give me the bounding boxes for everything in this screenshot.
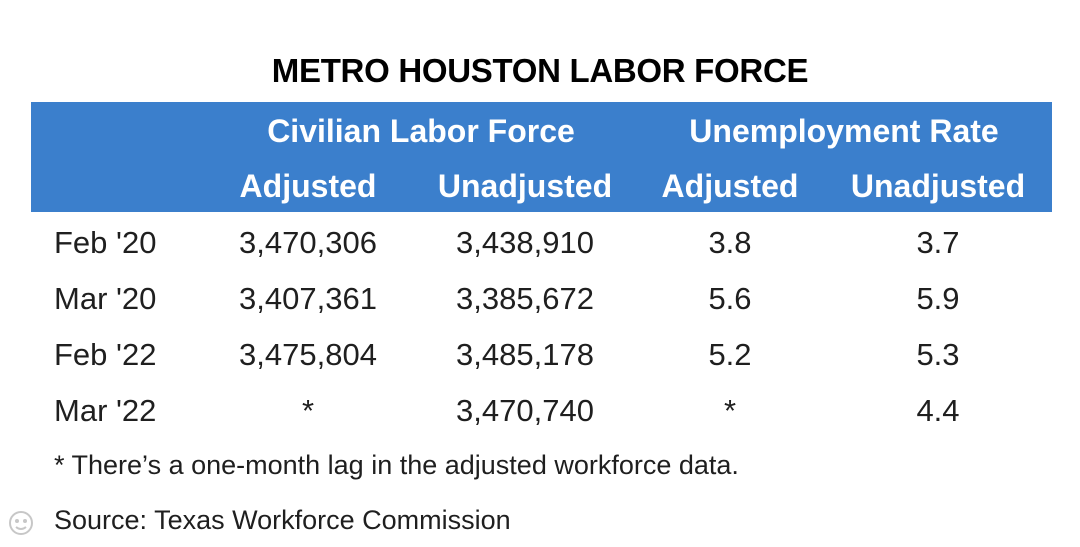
cell-ur-unadjusted: 3.7 <box>916 225 960 260</box>
header-clf-unadjusted: Unadjusted <box>437 168 613 204</box>
table-row <box>0 337 1080 393</box>
cell-clf-adjusted: 3,407,361 <box>239 281 377 316</box>
cell-clf-unadjusted: 3,438,910 <box>456 225 594 260</box>
header-ur-unadjusted: Unadjusted <box>850 168 1026 204</box>
cell-ur-unadjusted: 4.4 <box>916 393 960 428</box>
cell-ur-unadjusted: 5.3 <box>916 337 960 372</box>
cell-clf-adjusted: 3,470,306 <box>239 225 377 260</box>
watermark-icon <box>8 510 34 536</box>
watermark-logo <box>8 508 86 538</box>
table-title: METRO HOUSTON LABOR FORCE <box>271 52 809 89</box>
row-period: Feb '22 <box>54 337 157 372</box>
header-unemployment-rate: Unemployment Rate <box>689 113 999 149</box>
row-period: Mar '22 <box>54 393 157 428</box>
source-note: Source: Texas Workforce Commission <box>54 505 511 535</box>
table-row <box>0 225 1080 281</box>
table-row <box>0 393 1080 449</box>
cell-ur-unadjusted: 5.9 <box>916 281 960 316</box>
cell-ur-adjusted: 5.6 <box>708 281 752 316</box>
cell-clf-unadjusted: 3,470,740 <box>456 393 594 428</box>
cell-ur-adjusted: 3.8 <box>708 225 752 260</box>
cell-clf-unadjusted: 3,385,672 <box>456 281 594 316</box>
cell-clf-unadjusted: 3,485,178 <box>456 337 594 372</box>
cell-clf-adjusted: * <box>301 393 315 428</box>
header-civilian-labor-force: Civilian Labor Force <box>267 113 575 149</box>
cell-ur-adjusted: * <box>723 393 737 428</box>
table-row <box>0 281 1080 337</box>
row-period: Mar '20 <box>54 281 157 316</box>
footnote: * There’s a one-month lag in the adjusted workforce data. <box>54 450 739 480</box>
cell-ur-adjusted: 5.2 <box>708 337 752 372</box>
cell-clf-adjusted: 3,475,804 <box>239 337 377 372</box>
header-clf-adjusted: Adjusted <box>239 168 377 204</box>
header-ur-adjusted: Adjusted <box>661 168 799 204</box>
row-period: Feb '20 <box>54 225 157 260</box>
